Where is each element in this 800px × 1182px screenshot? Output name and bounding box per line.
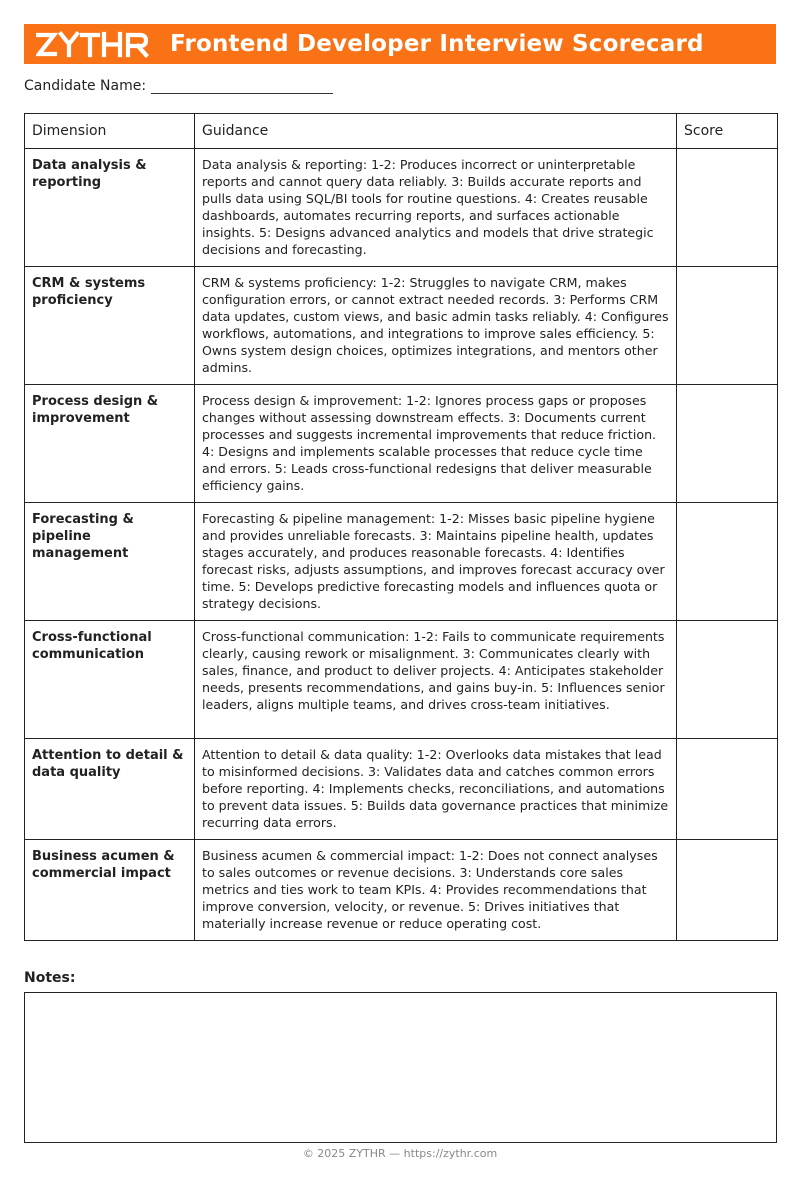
guidance-cell: Data analysis & reporting: 1-2: Produces incorrect or uninterpretable reports and cannot query data reliably. 3: Builds accurate reports and pulls data using SQL/BI tools for routine questions. 4: Creates reusable dashboards, automates recurring reports, and surfaces actionable insights. 5: Designs advanced analytics and models that drive strategic decisions and forecasting. <box>195 149 677 267</box>
dimension-cell: Process design & improvement <box>25 385 195 503</box>
guidance-cell: Attention to detail & data quality: 1-2: Overlooks data mistakes that lead to misinformed decisions. 3: Validates data and catches common errors before reporting. 4: Implements checks, reconciliations, and automations to prevent data issues. 5: Builds data governance practices that minimize recurring data errors. <box>195 739 677 840</box>
score-cell[interactable] <box>677 621 778 739</box>
guidance-cell: CRM & systems proficiency: 1-2: Struggles to navigate CRM, makes configuration errors, or cannot extract needed records. 3: Performs CRM data updates, custom views, and basic admin tasks reliably. 4: Configures workflows, automations, and integrations to improve sales efficiency. 5: Owns system design choices, optimizes integrations, and mentors other admins. <box>195 267 677 385</box>
guidance-cell: Forecasting & pipeline management: 1-2: Misses basic pipeline hygiene and provides unreliable forecasts. 3: Maintains pipeline health, updates stages accurately, and produces reasonable forecasts. 4: Identifies forecast risks, adjusts assumptions, and improves forecast accuracy over time. 5: Develops predictive forecasting models and influences quota or strategy decisions. <box>195 503 677 621</box>
candidate-name-line[interactable] <box>151 77 333 94</box>
table-row <box>25 385 778 503</box>
dimension-cell: Data analysis & reporting <box>25 149 195 267</box>
footer-text: © 2025 ZYTHR — https://zythr.com <box>302 1147 498 1160</box>
dimension-cell: Forecasting & pipeline management <box>25 503 195 621</box>
guidance-cell: Business acumen & commercial impact: 1-2: Does not connect analyses to sales outcomes or revenue decisions. 3: Understands core sales metrics and ties work to team KPIs. 4: Provides recommendations that improve conversion, velocity, or revenue. 5: Drives initiatives that materially increase revenue or reduce operating cost. <box>195 840 677 941</box>
candidate-name-label: Candidate Name: <box>24 78 147 94</box>
table-row <box>25 267 778 385</box>
score-cell[interactable] <box>677 739 778 840</box>
zythr-logo <box>36 29 150 59</box>
table-row <box>25 739 778 840</box>
candidate-name-field <box>24 77 333 94</box>
header-guidance: Guidance <box>195 114 677 149</box>
notes-label: Notes: <box>24 970 76 986</box>
score-cell[interactable] <box>677 840 778 941</box>
guidance-cell: Cross-functional communication: 1-2: Fails to communicate requirements clearly, causing rework or misalignment. 3: Communicates clearly with sales, finance, and product to deliver projects. 4: Anticipates stakeholder needs, presents recommendations, and gains buy-in. 5: Influences senior leaders, aligns multiple teams, and drives cross-team initiatives. <box>195 621 677 739</box>
guidance-cell: Process design & improvement: 1-2: Ignores process gaps or proposes changes without assessing downstream effects. 3: Documents current processes and suggests incremental improvements that reduce friction. 4: Designs and implements scalable processes that reduce cycle time and errors. 5: Leads cross-functional redesigns that deliver measurable efficiency gains. <box>195 385 677 503</box>
score-cell[interactable] <box>677 267 778 385</box>
notes-box[interactable] <box>24 992 777 1143</box>
page-title: Frontend Developer Interview Scorecard <box>170 31 704 57</box>
dimension-cell: Attention to detail & data quality <box>25 739 195 840</box>
dimension-cell: Business acumen & commercial impact <box>25 840 195 941</box>
table-row <box>25 503 778 621</box>
score-cell[interactable] <box>677 503 778 621</box>
header-dimension: Dimension <box>25 114 195 149</box>
table-row <box>25 840 778 941</box>
table-row <box>25 621 778 739</box>
dimension-cell: Cross-functional communication <box>25 621 195 739</box>
table-header-row <box>25 114 778 149</box>
header-score: Score <box>677 114 778 149</box>
score-cell[interactable] <box>677 149 778 267</box>
dimension-cell: CRM & systems proficiency <box>25 267 195 385</box>
table-row <box>25 149 778 267</box>
scorecard-table <box>24 113 778 941</box>
score-cell[interactable] <box>677 385 778 503</box>
page-header <box>24 24 776 64</box>
